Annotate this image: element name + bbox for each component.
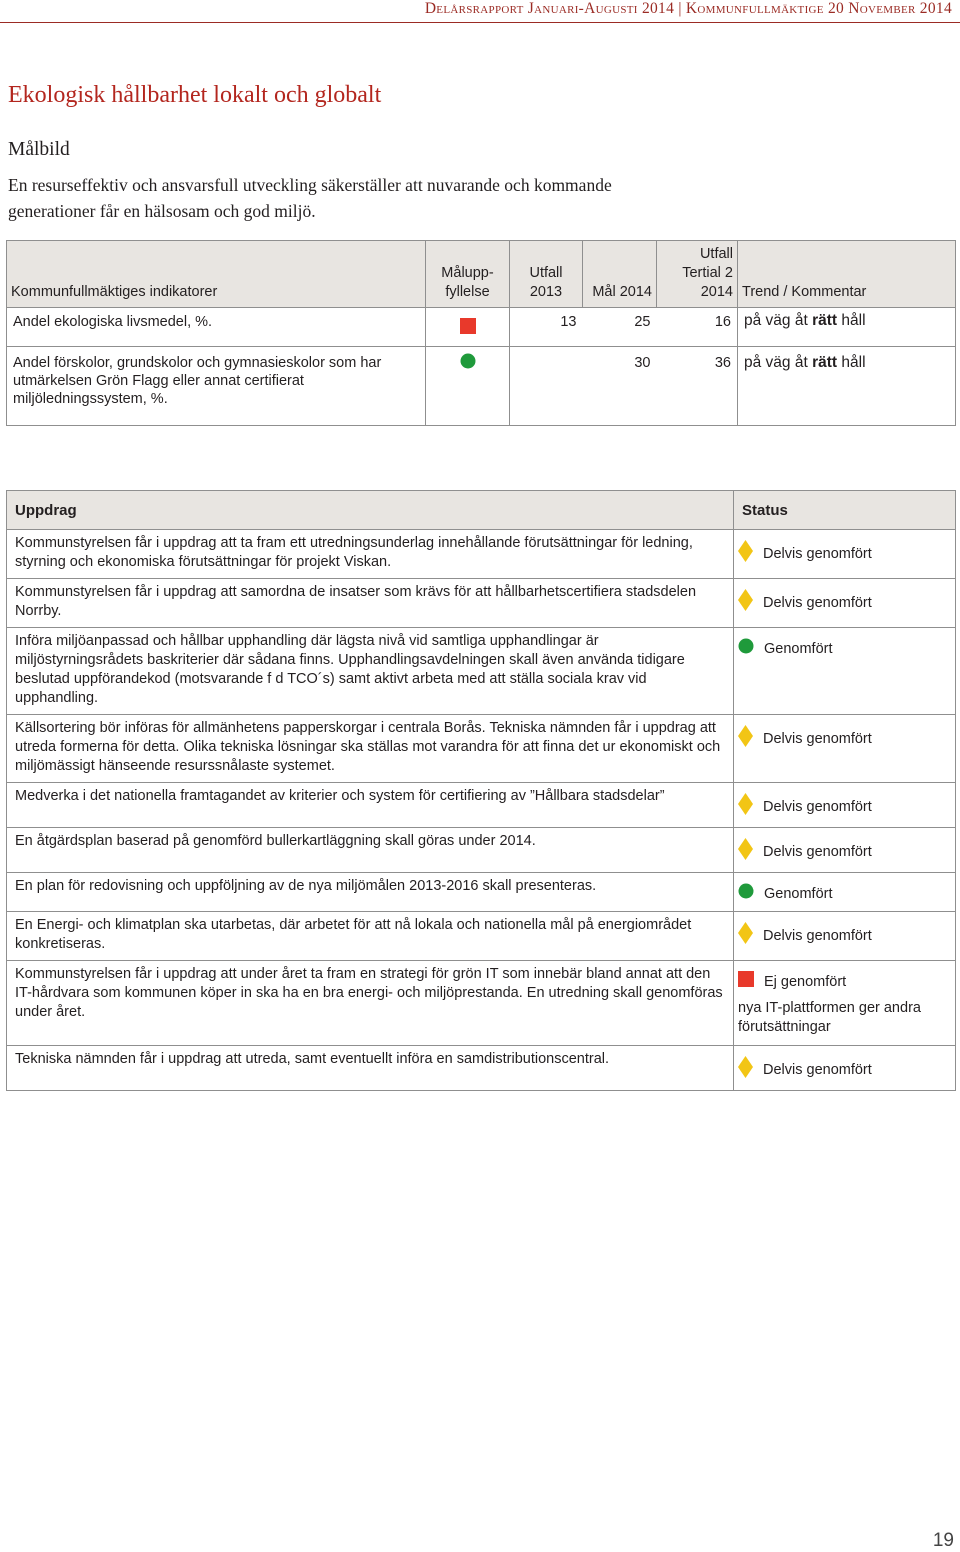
indicator-target-2014: 30 — [583, 347, 657, 426]
status-line — [738, 1056, 947, 1084]
mission-row — [7, 1046, 956, 1091]
indicator-header-target-2014: Mål 2014 — [583, 241, 657, 308]
indicator-name: Andel ekologiska livsmedel, %. — [7, 308, 426, 347]
mission-text: Kommunstyrelsen får i uppdrag att samordna de insatser som krävs för att hållbarhetscertifiera stadsdelen Norrby. — [7, 579, 734, 628]
comment-bold: rätt — [812, 354, 838, 371]
mission-row — [7, 715, 956, 783]
yellow-diamond-icon — [738, 793, 753, 821]
mission-status — [734, 1046, 956, 1091]
mission-text: En åtgärdsplan baserad på genomförd bullerkartläggning skall göras under 2014. — [7, 828, 734, 873]
indicator-header-outcome-t2: Utfall Tertial 2 2014 — [657, 241, 738, 308]
status-label: Delvis genomfört — [763, 843, 872, 860]
status-label: Delvis genomfört — [763, 730, 872, 747]
yellow-diamond-icon — [738, 1056, 753, 1084]
mission-status — [734, 912, 956, 961]
indicator-outcome-t2: 36 — [657, 347, 738, 426]
mission-row — [7, 783, 956, 828]
status-header: Status — [734, 491, 956, 530]
status-label: Delvis genomfört — [763, 594, 872, 611]
running-header: Delårsrapport Januari-Augusti 2014 | Kommunfullmäktige 20 November 2014 — [424, 0, 952, 17]
indicator-header-outcome-2013: Utfall 2013 — [510, 241, 583, 308]
mission-row — [7, 961, 956, 1046]
mission-text: Införa miljöanpassad och hållbar upphandling där lägsta nivå vid samtliga upphandlingar är miljöstyrningsrådets baskriterier där sådana finns. Upphandlingsavdelningen skall även använda tidigare beslutad uppförandekod (motsvarande f d TCO´s) samt aktivt arbeta med att ställa sociala krav vid upphandling. — [7, 628, 734, 715]
yellow-diamond-icon — [738, 922, 753, 950]
mission-text: Kommunstyrelsen får i uppdrag att under året ta fram en strategi för grön IT som innebär bland annat att den IT-hårdvara som kommunen köper in ska ha en bra energi- och miljöprestanda. En utredning skall genomföras under året. — [7, 961, 734, 1046]
yellow-diamond-icon — [738, 725, 753, 753]
status-line — [738, 540, 947, 568]
mission-text: En plan för redovisning och uppföljning av de nya miljömålen 2013-2016 skall presenteras. — [7, 873, 734, 912]
mission-row — [7, 873, 956, 912]
indicator-name: Andel förskolor, grundskolor och gymnasieskolor som har utmärkelsen Grön Flagg eller annat certifierat miljöledningssystem, %. — [7, 347, 426, 426]
mission-text: Kommunstyrelsen får i uppdrag att ta fram ett utredningsunderlag innehållande förutsättningar för ledning, styrning och ekonomiska förutsättningar för projekt Viskan. — [7, 530, 734, 579]
mission-status — [734, 783, 956, 828]
mission-table — [6, 490, 956, 1091]
mission-status — [734, 579, 956, 628]
mission-text: En Energi- och klimatplan ska utarbetas, där arbetet för att nå lokala och nationella mål på energiområdet konkretiseras. — [7, 912, 734, 961]
mission-status — [734, 715, 956, 783]
comment-prefix: på väg åt — [744, 312, 808, 329]
comment-prefix: på väg åt — [744, 354, 808, 371]
indicator-outcome-2013: 13 — [510, 308, 583, 347]
indicator-target-2014: 25 — [583, 308, 657, 347]
mission-status — [734, 873, 956, 912]
status-note: nya IT-plattformen ger andra förutsättningar — [738, 1000, 921, 1035]
mission-status — [734, 530, 956, 579]
mission-text: Tekniska nämnden får i uppdrag att utreda, samt eventuellt införa en samdistributionscentral. — [7, 1046, 734, 1091]
indicator-header-name: Kommunfullmäktiges indikatorer — [7, 241, 426, 308]
status-line — [738, 589, 947, 617]
green-circle-icon — [738, 638, 754, 660]
mission-text: Källsortering bör införas för allmänhetens papperskorgar i centrala Borås. Tekniska nämnden får i uppdrag att utreda formerna för detta. Olika tekniska lösningar ska ställas mot varandra för att finna det ur ekonomiskt och miljömässigt hänseende resurssnålaste systemet. — [7, 715, 734, 783]
red-square-icon — [460, 318, 476, 339]
vision-text: En resurseffektiv och ansvarsfull utveckling säkerställer att nuvarande och kommande generationer får en hälsosam och god miljö. — [8, 175, 612, 221]
indicator-outcome-2013 — [510, 347, 583, 426]
indicator-status — [426, 308, 510, 347]
status-line — [738, 838, 947, 866]
mission-text: Medverka i det nationella framtagandet av kriterier och system för certifiering av ”Hållbara stadsdelar” — [7, 783, 734, 828]
comment-suffix: håll — [841, 354, 866, 371]
yellow-diamond-icon — [738, 589, 753, 617]
status-line — [738, 971, 947, 993]
mission-row — [7, 628, 956, 715]
mission-row — [7, 579, 956, 628]
status-line — [738, 638, 947, 660]
indicator-header-fulfilment — [426, 241, 510, 308]
mission-status — [734, 961, 956, 1046]
status-label: Delvis genomfört — [763, 927, 872, 944]
mission-row — [7, 828, 956, 873]
mission-status — [734, 628, 956, 715]
indicator-comment — [738, 347, 956, 426]
status-label: Ej genomfört — [764, 973, 847, 990]
page-number: 19 — [932, 1530, 954, 1551]
red-square-icon — [738, 971, 754, 993]
status-label: Delvis genomfört — [763, 1061, 872, 1078]
indicator-table — [6, 240, 956, 426]
header-rule — [0, 22, 960, 23]
indicator-outcome-t2: 16 — [657, 308, 738, 347]
status-label: Delvis genomfört — [763, 545, 872, 562]
mission-row — [7, 530, 956, 579]
fulfilment-header-text: Målupp-fyllelse — [441, 265, 494, 300]
indicator-status — [426, 347, 510, 426]
indicator-header-trend: Trend / Kommentar — [738, 241, 956, 308]
status-label: Genomfört — [764, 640, 833, 657]
indicator-comment — [738, 308, 956, 347]
comment-bold: rätt — [812, 312, 838, 329]
green-circle-icon — [738, 883, 754, 905]
indicator-row — [7, 347, 956, 426]
yellow-diamond-icon — [738, 540, 753, 568]
yellow-diamond-icon — [738, 838, 753, 866]
section-title: Ekologisk hållbarhet lokalt och globalt — [8, 82, 382, 108]
status-line — [738, 793, 947, 821]
indicator-row — [7, 308, 956, 347]
mission-header: Uppdrag — [7, 491, 734, 530]
vision-heading: Målbild — [8, 139, 70, 160]
status-line — [738, 922, 947, 950]
mission-status — [734, 828, 956, 873]
status-line — [738, 883, 947, 905]
status-label: Genomfört — [764, 885, 833, 902]
mission-row — [7, 912, 956, 961]
comment-suffix: håll — [841, 312, 866, 329]
status-line — [738, 725, 947, 753]
green-circle-icon — [460, 353, 476, 374]
status-label: Delvis genomfört — [763, 798, 872, 815]
